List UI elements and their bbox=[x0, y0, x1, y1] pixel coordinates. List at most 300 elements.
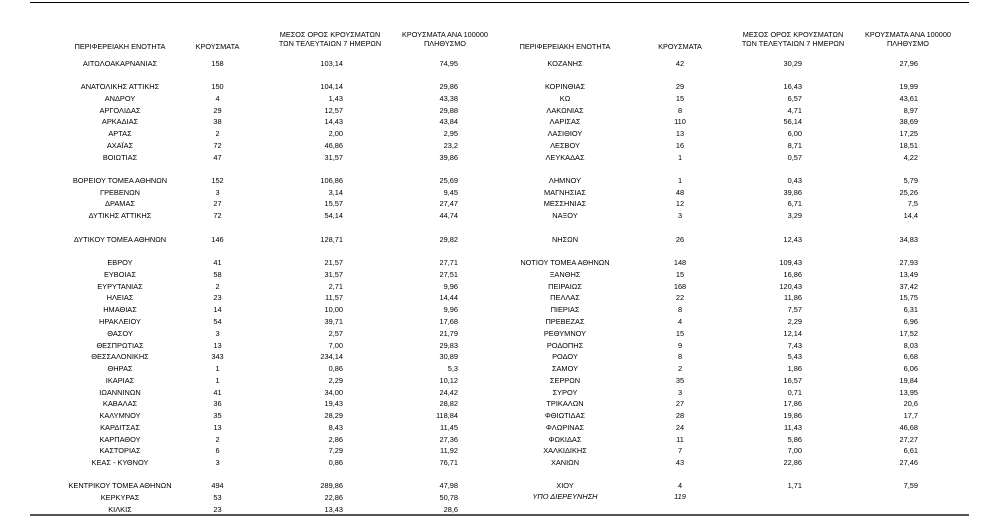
per100k-value: 29,83 bbox=[439, 341, 458, 350]
avg-value: 1,86 bbox=[787, 364, 802, 373]
per100k-value: 34,83 bbox=[899, 235, 918, 244]
header-cases-left: ΚΡΟΥΣΜΑΤΑ bbox=[195, 42, 240, 51]
per100k-value: 25,26 bbox=[899, 188, 918, 197]
avg-value: 8,43 bbox=[328, 423, 343, 432]
region-name: ΘΕΣΠΡΩΤΙΑΣ bbox=[96, 341, 144, 350]
cases-value: 1 bbox=[677, 176, 683, 185]
cases-value: 3 bbox=[215, 188, 220, 197]
per100k-value: 8,97 bbox=[903, 106, 918, 115]
cases-value: 494 bbox=[211, 481, 224, 490]
region-name: ΒΟΙΩΤΙΑΣ bbox=[102, 153, 138, 162]
region-name: ΣΕΡΡΩΝ bbox=[549, 376, 581, 385]
per100k-value: 29,88 bbox=[439, 106, 458, 115]
avg-value: 2,29 bbox=[787, 317, 802, 326]
avg-value: 14,43 bbox=[324, 117, 343, 126]
per100k-value: 17,68 bbox=[439, 317, 458, 326]
avg-value: 7,57 bbox=[787, 305, 802, 314]
cases-value: 27 bbox=[213, 199, 222, 208]
avg-value: 5,43 bbox=[787, 352, 802, 361]
avg-value: 6,57 bbox=[787, 94, 802, 103]
cases-value: 9 bbox=[677, 341, 683, 350]
per100k-value: 37,42 bbox=[899, 282, 918, 291]
cases-value: 3 bbox=[677, 211, 683, 220]
region-name: ΠΕΛΛΑΣ bbox=[550, 293, 580, 302]
header-per100k-right: ΚΡΟΥΣΜΑΤΑ ΑΝΑ 100000 ΠΛΗΘΥΣΜΟ bbox=[865, 30, 951, 48]
region-name: ΧΑΝΙΩΝ bbox=[550, 458, 580, 467]
region-name: ΕΥΡΥΤΑΝΙΑΣ bbox=[97, 282, 143, 291]
region-name: ΙΩΑΝΝΙΝΩΝ bbox=[99, 388, 141, 397]
avg-value: 56,14 bbox=[783, 117, 802, 126]
per100k-value: 118,84 bbox=[435, 411, 458, 420]
avg-value: 6,71 bbox=[787, 199, 802, 208]
per100k-value: 6,61 bbox=[903, 446, 918, 455]
avg-value: 4,71 bbox=[787, 106, 802, 115]
avg-value: 5,86 bbox=[787, 435, 802, 444]
cases-value: 24 bbox=[675, 423, 685, 432]
avg-value: 31,57 bbox=[324, 153, 343, 162]
region-name: ΕΒΡΟΥ bbox=[107, 258, 133, 267]
cases-value: 11 bbox=[676, 435, 684, 444]
per100k-value: 13,95 bbox=[899, 388, 918, 397]
cases-value: 36 bbox=[213, 399, 222, 408]
region-name: ΛΗΜΝΟΥ bbox=[548, 176, 582, 185]
table-row bbox=[0, 58, 1000, 70]
cases-value: 72 bbox=[213, 211, 222, 220]
region-name: ΔΥΤΙΚΗΣ ΑΤΤΙΚΗΣ bbox=[88, 211, 152, 220]
avg-value: 1,71 bbox=[787, 481, 802, 490]
cases-value: 13 bbox=[213, 423, 222, 432]
per100k-value: 6,96 bbox=[903, 317, 918, 326]
region-name: ΗΛΕΙΑΣ bbox=[106, 293, 134, 302]
region-name: ΝΗΣΩΝ bbox=[551, 235, 579, 244]
cases-value: 22 bbox=[675, 293, 685, 302]
per100k-value: 17,7 bbox=[903, 411, 918, 420]
per100k-value: 9,96 bbox=[443, 282, 458, 291]
top-rule bbox=[30, 2, 969, 3]
avg-value: 30,29 bbox=[783, 59, 802, 68]
region-name: ΧΑΛΚΙΔΙΚΗΣ bbox=[543, 446, 587, 455]
region-name: ΚΑΒΑΛΑΣ bbox=[102, 399, 138, 408]
avg-value: 1,43 bbox=[328, 94, 343, 103]
avg-value: 8,71 bbox=[787, 141, 802, 150]
per100k-value: 28,82 bbox=[439, 399, 458, 408]
region-name: ΦΛΩΡΙΝΑΣ bbox=[545, 423, 585, 432]
avg-value: 12,57 bbox=[324, 106, 343, 115]
cases-value: 152 bbox=[211, 176, 224, 185]
region-name: ΔΥΤΙΚΟΥ ΤΟΜΕΑ ΑΘΗΝΩΝ bbox=[73, 235, 167, 244]
region-name: ΧΙΟΥ bbox=[556, 481, 574, 490]
avg-value: 28,29 bbox=[324, 411, 343, 420]
table-row bbox=[0, 304, 1000, 316]
per100k-value: 27,36 bbox=[439, 435, 458, 444]
region-name: ΑΡΤΑΣ bbox=[108, 129, 132, 138]
cases-value: 1 bbox=[215, 364, 220, 373]
table-row bbox=[0, 292, 1000, 304]
header-avg-left: ΜΕΣΟΣ ΟΡΟΣ ΚΡΟΥΣΜΑΤΩΝ ΤΩΝ ΤΕΛΕΥΤΑΙΩΝ 7 ΗΜΕΡΩΝ bbox=[278, 30, 382, 48]
cases-value: 146 bbox=[211, 235, 224, 244]
per100k-value: 74,95 bbox=[439, 59, 458, 68]
avg-value: 11,86 bbox=[784, 293, 802, 302]
region-name: ΚΑΡΔΙΤΣΑΣ bbox=[100, 423, 140, 432]
table-row bbox=[0, 257, 1000, 269]
avg-value: 106,86 bbox=[320, 176, 343, 185]
table-row bbox=[0, 198, 1000, 210]
avg-value: 0,86 bbox=[328, 458, 343, 467]
cases-value: 1 bbox=[215, 376, 220, 385]
cases-value: 54 bbox=[213, 317, 222, 326]
region-name: ΒΟΡΕΙΟΥ ΤΟΜΕΑ ΑΘΗΝΩΝ bbox=[72, 176, 168, 185]
per100k-value: 39,86 bbox=[439, 153, 458, 162]
table-row bbox=[0, 363, 1000, 375]
per100k-value: 43,38 bbox=[439, 94, 458, 103]
per100k-value: 6,31 bbox=[903, 305, 918, 314]
per100k-value: 23,2 bbox=[443, 141, 458, 150]
region-name: ΔΡΑΜΑΣ bbox=[105, 199, 135, 208]
avg-value: 2,29 bbox=[328, 376, 343, 385]
per100k-value: 25,69 bbox=[439, 176, 458, 185]
cases-value: 14 bbox=[213, 305, 222, 314]
table-row bbox=[0, 234, 1000, 246]
cases-value: 13 bbox=[213, 341, 222, 350]
region-name: ΗΡΑΚΛΕΙΟΥ bbox=[99, 317, 141, 326]
table-row bbox=[0, 375, 1000, 387]
avg-value: 31,57 bbox=[324, 270, 343, 279]
avg-value: 46,86 bbox=[324, 141, 343, 150]
cases-value: 110 bbox=[674, 117, 686, 126]
cases-value: 48 bbox=[675, 188, 685, 197]
avg-value: 7,29 bbox=[328, 446, 343, 455]
avg-value: 19,43 bbox=[324, 399, 343, 408]
avg-value: 21,57 bbox=[324, 258, 343, 267]
table-row bbox=[0, 328, 1000, 340]
cases-value: 41 bbox=[213, 258, 222, 267]
cases-value: 1 bbox=[677, 153, 683, 162]
region-name: ΓΡΕΒΕΝΩΝ bbox=[100, 188, 140, 197]
per100k-value: 19,84 bbox=[899, 376, 918, 385]
per100k-value: 27,27 bbox=[899, 435, 918, 444]
region-name: ΠΡΕΒΕΖΑΣ bbox=[545, 317, 585, 326]
per100k-value: 9,45 bbox=[443, 188, 458, 197]
table-row bbox=[0, 351, 1000, 363]
region-name: ΛΕΣΒΟΥ bbox=[550, 141, 580, 150]
table-row bbox=[0, 457, 1000, 469]
per100k-value: 27,96 bbox=[899, 59, 918, 68]
cases-value: 3 bbox=[215, 458, 220, 467]
per100k-value: 6,06 bbox=[903, 364, 918, 373]
region-name: ΝΟΤΙΟΥ ΤΟΜΕΑ ΑΘΗΝΩΝ bbox=[520, 258, 610, 267]
avg-value: 13,43 bbox=[324, 505, 343, 514]
per100k-value: 21,79 bbox=[439, 329, 458, 338]
header-avg-right: ΜΕΣΟΣ ΟΡΟΣ ΚΡΟΥΣΜΑΤΩΝ ΤΩΝ ΤΕΛΕΥΤΑΙΩΝ 7 ΗΜΕΡΩΝ bbox=[741, 30, 845, 48]
per100k-value: 5,79 bbox=[903, 176, 918, 185]
cases-value: 13 bbox=[675, 129, 685, 138]
avg-value: 3,29 bbox=[787, 211, 802, 220]
avg-value: 54,14 bbox=[324, 211, 343, 220]
cases-value: 43 bbox=[675, 458, 685, 467]
region-name: ΘΕΣΣΑΛΟΝΙΚΗΣ bbox=[91, 352, 149, 361]
region-name: ΑΧΑΪΑΣ bbox=[106, 141, 134, 150]
table-row bbox=[0, 175, 1000, 187]
cases-value: 4 bbox=[677, 481, 683, 490]
table-row bbox=[0, 140, 1000, 152]
region-name: ΥΠΟ ΔΙΕΡΕΥΝΗΣΗ bbox=[532, 492, 598, 501]
region-name: ΛΕΥΚΑΔΑΣ bbox=[545, 153, 585, 162]
per100k-value: 28,6 bbox=[443, 505, 458, 514]
region-name: ΡΕΘΥΜΝΟΥ bbox=[543, 329, 587, 338]
per100k-value: 4,22 bbox=[903, 153, 918, 162]
cases-value: 4 bbox=[215, 94, 220, 103]
per100k-value: 76,71 bbox=[439, 458, 458, 467]
region-name: ΡΟΔΟΥ bbox=[552, 352, 578, 361]
header-per100k-left: ΚΡΟΥΣΜΑΤΑ ΑΝΑ 100000 ΠΛΗΘΥΣΜΟ bbox=[402, 30, 488, 48]
per100k-value: 6,68 bbox=[903, 352, 918, 361]
avg-value: 12,43 bbox=[783, 235, 802, 244]
cases-value: 8 bbox=[677, 305, 683, 314]
avg-value: 103,14 bbox=[320, 59, 343, 68]
per100k-value: 2,95 bbox=[443, 129, 458, 138]
cases-value: 58 bbox=[213, 270, 222, 279]
cases-value: 8 bbox=[677, 352, 683, 361]
region-name: ΜΑΓΝΗΣΙΑΣ bbox=[544, 188, 586, 197]
region-name: ΑΝΑΤΟΛΙΚΗΣ ΑΤΤΙΚΗΣ bbox=[80, 82, 160, 91]
per100k-value: 27,51 bbox=[439, 270, 458, 279]
avg-value: 16,86 bbox=[783, 270, 802, 279]
per100k-value: 17,25 bbox=[899, 129, 918, 138]
region-name: ΚΑΣΤΟΡΙΑΣ bbox=[99, 446, 141, 455]
cases-value: 7 bbox=[677, 446, 683, 455]
per100k-value: 27,71 bbox=[439, 258, 458, 267]
avg-value: 120,43 bbox=[779, 282, 802, 291]
per100k-value: 13,49 bbox=[899, 270, 918, 279]
region-name: ΝΑΞΟΥ bbox=[552, 211, 578, 220]
cases-value: 119 bbox=[674, 492, 686, 501]
per100k-value: 19,99 bbox=[899, 82, 918, 91]
per100k-value: 46,68 bbox=[899, 423, 918, 432]
avg-value: 16,57 bbox=[783, 376, 802, 385]
region-name: ΑΡΓΟΛΙΔΑΣ bbox=[99, 106, 141, 115]
region-name: ΛΑΚΩΝΙΑΣ bbox=[546, 106, 584, 115]
cases-value: 29 bbox=[213, 106, 222, 115]
region-name: ΗΜΑΘΙΑΣ bbox=[103, 305, 137, 314]
per100k-value: 15,75 bbox=[899, 293, 918, 302]
region-name: ΣΑΜΟΥ bbox=[551, 364, 579, 373]
cases-value: 2 bbox=[215, 282, 220, 291]
region-name: ΚΕΡΚΥΡΑΣ bbox=[100, 493, 140, 502]
cases-value: 35 bbox=[675, 376, 685, 385]
cases-value: 4 bbox=[677, 317, 683, 326]
avg-value: 2,00 bbox=[328, 129, 343, 138]
region-name: ΠΕΙΡΑΙΩΣ bbox=[548, 282, 582, 291]
region-name: ΚΙΛΚΙΣ bbox=[108, 505, 132, 514]
per100k-value: 50,78 bbox=[439, 493, 458, 502]
region-name: ΚΑΛΥΜΝΟΥ bbox=[99, 411, 141, 420]
avg-value: 12,14 bbox=[783, 329, 802, 338]
per100k-value: 8,03 bbox=[903, 341, 918, 350]
region-name: ΚΟΖΑΝΗΣ bbox=[547, 59, 583, 68]
per100k-value: 29,82 bbox=[439, 235, 458, 244]
avg-value: 11,43 bbox=[784, 423, 802, 432]
table-row bbox=[0, 269, 1000, 281]
cases-value: 150 bbox=[211, 82, 224, 91]
avg-value: 6,00 bbox=[787, 129, 802, 138]
cases-value: 3 bbox=[215, 329, 220, 338]
region-name: ΕΥΒΟΙΑΣ bbox=[103, 270, 137, 279]
region-name: ΑΙΤΩΛΟΑΚΑΡΝΑΝΙΑΣ bbox=[82, 59, 158, 68]
region-name: ΦΩΚΙΔΑΣ bbox=[548, 435, 582, 444]
cases-value: 26 bbox=[675, 235, 685, 244]
per100k-value: 38,69 bbox=[899, 117, 918, 126]
cases-value: 53 bbox=[213, 493, 222, 502]
per100k-value: 7,5 bbox=[907, 199, 918, 208]
cases-value: 6 bbox=[215, 446, 220, 455]
per100k-value: 18,51 bbox=[899, 141, 918, 150]
region-name: ΚΕΑΣ - ΚΥΘΝΟΥ bbox=[91, 458, 149, 467]
cases-value: 2 bbox=[215, 435, 220, 444]
avg-value: 0,43 bbox=[787, 176, 802, 185]
cases-value: 72 bbox=[213, 141, 222, 150]
table-row bbox=[0, 316, 1000, 328]
region-name: ΞΑΝΘΗΣ bbox=[549, 270, 581, 279]
avg-value: 39,71 bbox=[324, 317, 343, 326]
region-name: ΑΝΔΡΟΥ bbox=[104, 94, 136, 103]
cases-value: 47 bbox=[213, 153, 222, 162]
table-row bbox=[0, 398, 1000, 410]
per100k-value: 29,86 bbox=[439, 82, 458, 91]
per100k-value: 44,74 bbox=[439, 211, 458, 220]
cases-value: 343 bbox=[211, 352, 224, 361]
per100k-value: 27,93 bbox=[899, 258, 918, 267]
table-row bbox=[0, 210, 1000, 222]
cases-value: 15 bbox=[675, 270, 685, 279]
region-name: ΣΥΡΟΥ bbox=[552, 388, 578, 397]
avg-value: 17,86 bbox=[783, 399, 802, 408]
header-region-left: ΠΕΡΙΦΕΡΕΙΑΚΗ ΕΝΟΤΗΤΑ bbox=[74, 42, 166, 51]
cases-value: 28 bbox=[675, 411, 685, 420]
cases-value: 27 bbox=[675, 399, 685, 408]
avg-value: 7,00 bbox=[328, 341, 343, 350]
bottom-rule bbox=[30, 514, 969, 516]
region-name: ΙΚΑΡΙΑΣ bbox=[105, 376, 135, 385]
region-name: ΤΡΙΚΑΛΩΝ bbox=[546, 399, 584, 408]
region-name: ΚΕΝΤΡΙΚΟΥ ΤΟΜΕΑ ΑΘΗΝΩΝ bbox=[68, 481, 172, 490]
region-name: ΡΟΔΟΠΗΣ bbox=[546, 341, 584, 350]
cases-value: 8 bbox=[677, 106, 683, 115]
cases-value: 42 bbox=[675, 59, 685, 68]
avg-value: 19,86 bbox=[783, 411, 802, 420]
cases-value: 2 bbox=[215, 129, 220, 138]
per100k-value: 43,61 bbox=[899, 94, 918, 103]
cases-value: 2 bbox=[677, 364, 683, 373]
per100k-value: 14,4 bbox=[903, 211, 918, 220]
per100k-value: 27,46 bbox=[899, 458, 918, 467]
cases-value: 38 bbox=[213, 117, 222, 126]
avg-value: 39,86 bbox=[783, 188, 802, 197]
region-name: ΛΑΣΙΘΙΟΥ bbox=[547, 129, 583, 138]
table-row bbox=[0, 422, 1000, 434]
cases-value: 148 bbox=[673, 258, 687, 267]
avg-value: 2,57 bbox=[328, 329, 343, 338]
header-cases-right: ΚΡΟΥΣΜΑΤΑ bbox=[658, 42, 702, 51]
table-row bbox=[0, 81, 1000, 93]
avg-value: 0,71 bbox=[787, 388, 802, 397]
avg-value: 22,86 bbox=[783, 458, 802, 467]
avg-value: 15,57 bbox=[324, 199, 343, 208]
region-name: ΚΩ bbox=[559, 94, 571, 103]
cases-value: 158 bbox=[211, 59, 224, 68]
per100k-value: 14,44 bbox=[439, 293, 458, 302]
table-row bbox=[0, 116, 1000, 128]
cases-value: 3 bbox=[677, 388, 683, 397]
table-row bbox=[0, 491, 1000, 503]
avg-value: 234,14 bbox=[320, 352, 343, 361]
avg-value: 0,57 bbox=[787, 153, 802, 162]
per100k-value: 11,92 bbox=[440, 446, 458, 455]
avg-value: 2,71 bbox=[328, 282, 343, 291]
avg-value: 0,86 bbox=[328, 364, 343, 373]
per100k-value: 10,12 bbox=[439, 376, 458, 385]
region-name: ΘΑΣΟΥ bbox=[107, 329, 133, 338]
per100k-value: 9,96 bbox=[443, 305, 458, 314]
table-row bbox=[0, 128, 1000, 140]
per100k-value: 47,98 bbox=[439, 481, 458, 490]
avg-value: 2,86 bbox=[328, 435, 343, 444]
avg-value: 289,86 bbox=[320, 481, 343, 490]
table-row bbox=[0, 445, 1000, 457]
cases-value: 16 bbox=[675, 141, 685, 150]
region-name: ΘΗΡΑΣ bbox=[107, 364, 133, 373]
cases-value: 23 bbox=[213, 505, 222, 514]
avg-value: 34,00 bbox=[324, 388, 343, 397]
cases-value: 12 bbox=[675, 199, 685, 208]
cases-value: 41 bbox=[213, 388, 222, 397]
avg-value: 109,43 bbox=[779, 258, 802, 267]
region-name: ΛΑΡΙΣΑΣ bbox=[549, 117, 581, 126]
cases-value: 15 bbox=[675, 94, 685, 103]
per100k-value: 30,89 bbox=[439, 352, 458, 361]
avg-value: 10,00 bbox=[324, 305, 343, 314]
per100k-value: 20,6 bbox=[903, 399, 918, 408]
per100k-value: 43,84 bbox=[439, 117, 458, 126]
table-row bbox=[0, 152, 1000, 164]
region-name: ΜΕΣΣΗΝΙΑΣ bbox=[543, 199, 587, 208]
cases-value: 23 bbox=[213, 293, 222, 302]
per100k-value: 17,52 bbox=[899, 329, 918, 338]
region-name: ΚΟΡΙΝΘΙΑΣ bbox=[544, 82, 586, 91]
per100k-value: 27,47 bbox=[439, 199, 458, 208]
region-name: ΠΙΕΡΙΑΣ bbox=[550, 305, 580, 314]
per100k-value: 24,42 bbox=[439, 388, 458, 397]
header-region-right: ΠΕΡΙΦΕΡΕΙΑΚΗ ΕΝΟΤΗΤΑ bbox=[519, 42, 611, 51]
per100k-value: 5,3 bbox=[447, 364, 458, 373]
table-row bbox=[0, 93, 1000, 105]
region-name: ΦΘΙΩΤΙΔΑΣ bbox=[544, 411, 586, 420]
avg-value: 16,43 bbox=[783, 82, 802, 91]
avg-value: 7,00 bbox=[787, 446, 802, 455]
region-name: ΚΑΡΠΑΘΟΥ bbox=[99, 435, 141, 444]
avg-value: 11,57 bbox=[325, 293, 343, 302]
table-row bbox=[0, 410, 1000, 422]
avg-value: 7,43 bbox=[787, 341, 802, 350]
avg-value: 128,71 bbox=[320, 235, 343, 244]
cases-value: 35 bbox=[213, 411, 222, 420]
avg-value: 3,14 bbox=[328, 188, 343, 197]
region-name: ΑΡΚΑΔΙΑΣ bbox=[101, 117, 139, 126]
cases-value: 15 bbox=[675, 329, 685, 338]
avg-value: 104,14 bbox=[320, 82, 343, 91]
avg-value: 22,86 bbox=[324, 493, 343, 502]
per100k-value: 7,59 bbox=[903, 481, 918, 490]
cases-value: 168 bbox=[673, 282, 687, 291]
